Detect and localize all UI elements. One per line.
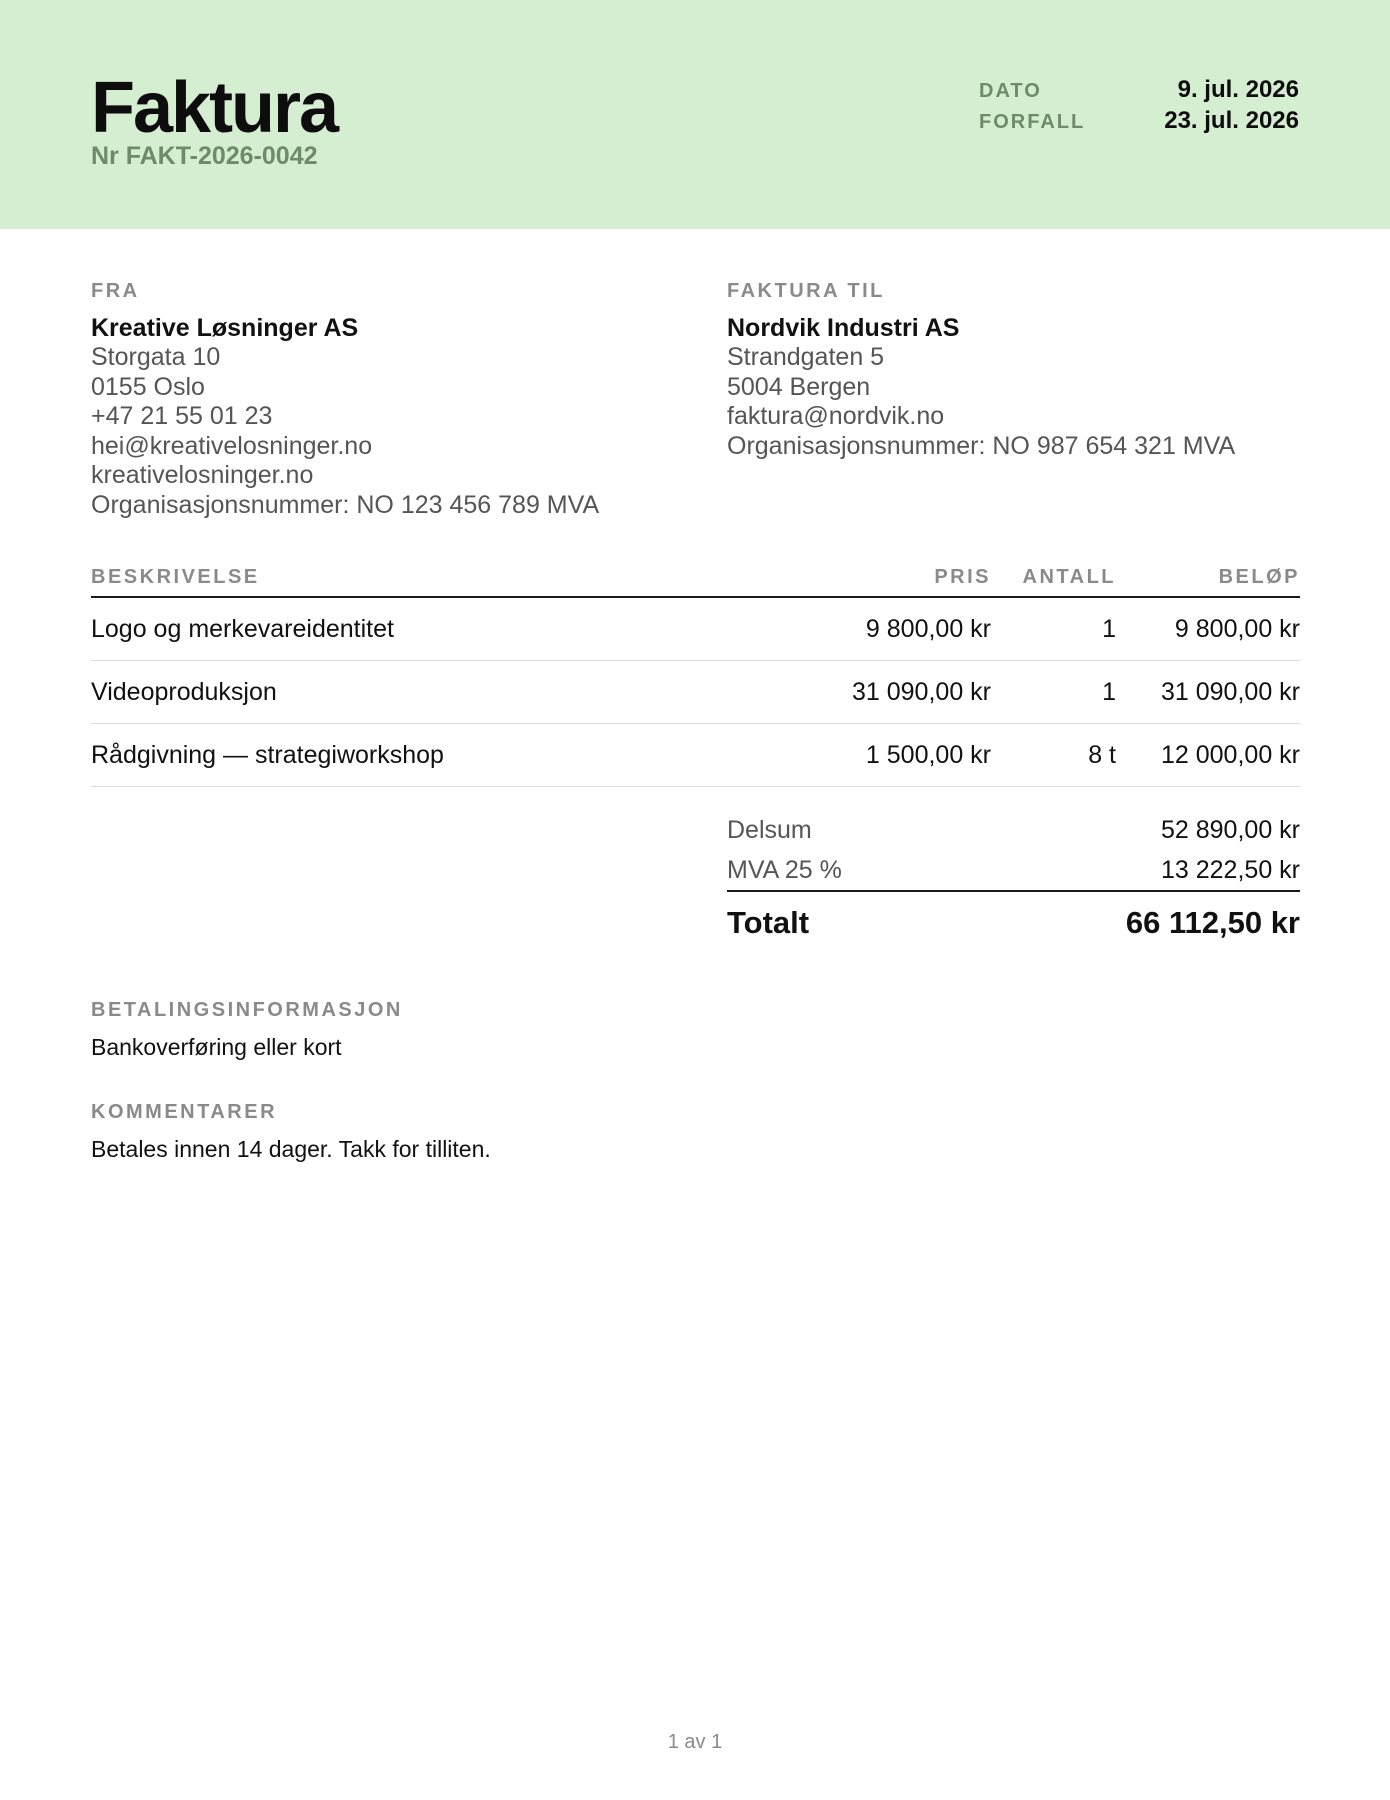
due-date-value: 23. jul. 2026: [1164, 107, 1299, 134]
date-label: DATO: [979, 80, 1042, 102]
item-quantity: 8 t: [1088, 740, 1116, 769]
line-items-table: [91, 558, 1300, 787]
item-price: 31 090,00 kr: [852, 677, 991, 706]
vat-value: 13 222,50 kr: [1161, 855, 1300, 884]
sender-email: hei@kreativelosninger.no: [91, 431, 373, 460]
item-description: Rådgivning — strategiworkshop: [91, 740, 444, 769]
comments: [91, 1101, 491, 1163]
invoice-number: Nr FAKT-2026-0042: [91, 142, 318, 170]
payment-info-label: BETALINGSINFORMASJON: [91, 999, 403, 1021]
sender-block: [91, 280, 599, 520]
payment-info-text: Bankoverføring eller kort: [91, 1034, 342, 1060]
sender-phone: +47 21 55 01 23: [91, 402, 273, 430]
comments-text: Betales innen 14 dager. Takk for tilliten.: [91, 1136, 491, 1162]
subtotal-row: [727, 810, 1300, 850]
item-amount: 12 000,00 kr: [1161, 740, 1300, 769]
column-header-description: BESKRIVELSE: [91, 565, 260, 588]
invoice-header: [0, 0, 1390, 229]
recipient-name: Nordvik Industri AS: [727, 314, 960, 342]
subtotal-label: Delsum: [727, 815, 812, 844]
recipient-label: FAKTURA TIL: [727, 280, 885, 302]
item-amount: 31 090,00 kr: [1161, 677, 1300, 706]
date-row: [979, 76, 1299, 107]
item-quantity: 1: [1102, 677, 1116, 706]
item-price: 1 500,00 kr: [865, 740, 991, 769]
total-value: 66 112,50 kr: [1125, 905, 1300, 940]
date-value: 9. jul. 2026: [1177, 76, 1299, 103]
vat-label: MVA 25 %: [727, 855, 842, 884]
column-header-price: PRIS: [934, 565, 991, 588]
item-description: Logo og merkevareidentitet: [91, 614, 394, 643]
sender-name: Kreative Løsninger AS: [91, 314, 359, 342]
invoice-dates: [979, 76, 1299, 138]
vat-row: [727, 850, 1300, 892]
recipient-org-number: Organisasjonsnummer: NO 987 654 321 MVA: [727, 431, 1236, 460]
page-number: 1 av 1: [667, 1731, 723, 1753]
table-row: [91, 661, 1300, 724]
payment-info: [91, 999, 403, 1061]
table-row: [91, 598, 1300, 661]
item-description: Videoproduksjon: [91, 677, 277, 706]
column-header-quantity: ANTALL: [1022, 565, 1116, 588]
item-quantity: 1: [1102, 614, 1116, 643]
total-row: [727, 892, 1300, 954]
sender-address: Storgata 10: [91, 343, 221, 371]
recipient-address: Strandgaten 5: [727, 343, 885, 371]
sender-label: FRA: [91, 280, 140, 302]
due-date-row: [979, 107, 1299, 138]
recipient-email: faktura@nordvik.no: [727, 402, 945, 430]
subtotal-value: 52 890,00 kr: [1161, 815, 1300, 844]
column-header-amount: BELØP: [1218, 565, 1300, 588]
recipient-postal: 5004 Bergen: [727, 372, 871, 401]
sender-website: kreativelosninger.no: [91, 461, 314, 489]
item-amount: 9 800,00 kr: [1174, 614, 1300, 643]
sender-postal: 0155 Oslo: [91, 372, 205, 401]
table-header: [91, 558, 1300, 598]
item-price: 9 800,00 kr: [865, 614, 991, 643]
totals-block: [727, 810, 1300, 954]
sender-org-number: Organisasjonsnummer: NO 123 456 789 MVA: [91, 490, 600, 519]
page-title: Faktura: [91, 68, 338, 148]
due-date-label: FORFALL: [979, 111, 1086, 133]
total-label: Totalt: [727, 905, 810, 940]
comments-label: KOMMENTARER: [91, 1101, 278, 1123]
table-row: [91, 724, 1300, 787]
recipient-block: [727, 280, 1235, 461]
